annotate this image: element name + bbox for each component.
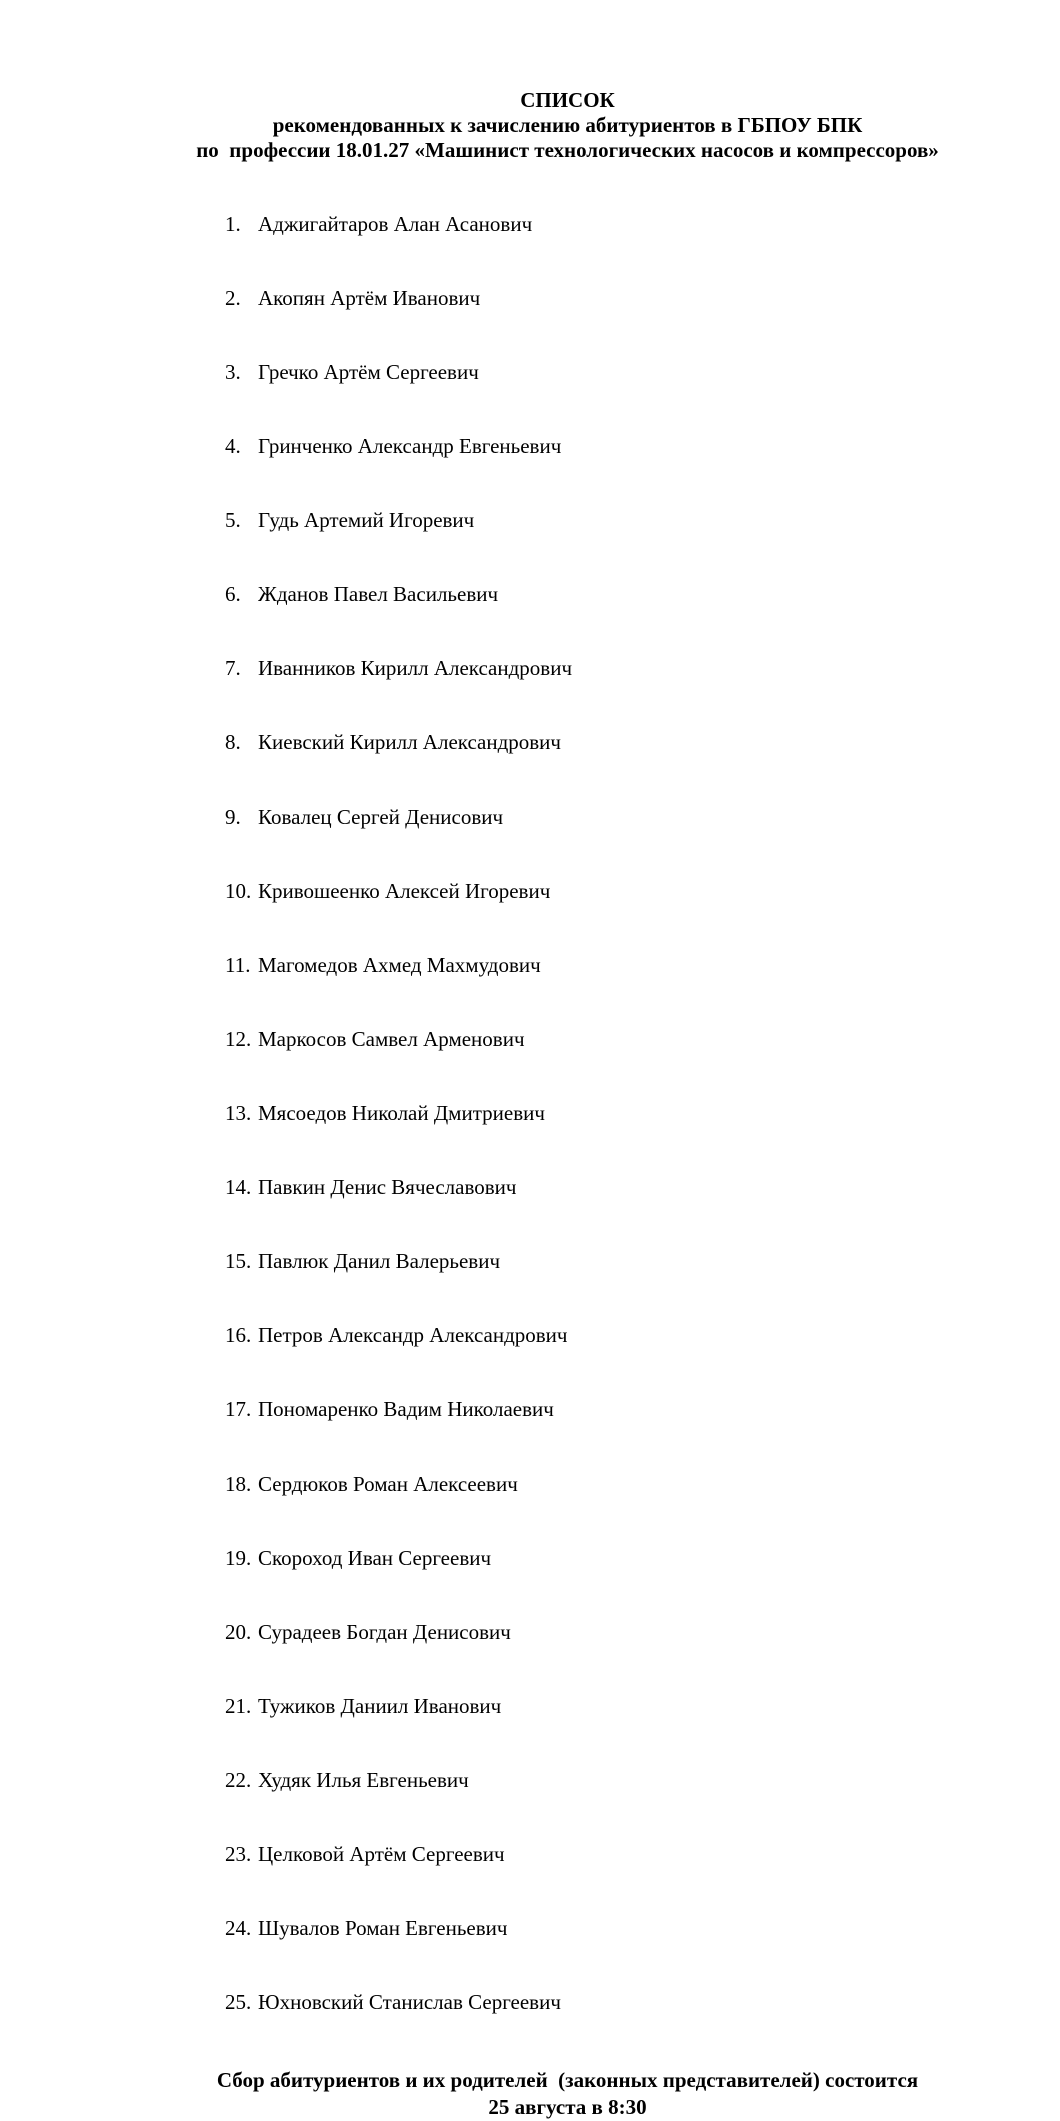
list-item-name: Гудь Артемий Игоревич [258, 508, 475, 533]
list-item-name: Худяк Илья Евгеньевич [258, 1768, 469, 1792]
list-item-name: Петров Александр Александрович [258, 1323, 568, 1348]
document-subtitle-line1: рекомендованных к зачислению абитуриентов в ГБПОУ БПК [272, 113, 863, 137]
list-item [183, 780, 984, 854]
list-item-name: Скороход Иван Сергеевич [258, 1545, 492, 1570]
list-item-number: 1. [225, 211, 241, 236]
list-item-number: 22. [225, 1768, 252, 1792]
list-item-name: Аджигайтаров Алан Асанович [258, 211, 533, 236]
list-item-name: Жданов Павел Васильевич [258, 582, 499, 607]
list-item-number: 5. [225, 508, 241, 533]
list-item-number: 15. [225, 1249, 252, 1274]
list-item [183, 928, 984, 1002]
list-item [183, 1076, 984, 1150]
list-item-name: Киевский Кирилл Александрович [258, 730, 561, 755]
list-item [183, 854, 984, 928]
document-header [151, 88, 984, 163]
list-item [183, 1817, 984, 1891]
list-item-name: Мясоедов Николай Дмитриевич [258, 1101, 545, 1126]
list-item [183, 1521, 984, 1595]
list-item [183, 1225, 984, 1299]
list-item-number: 18. [225, 1471, 252, 1496]
list-item-number: 4. [225, 434, 241, 459]
list-item-number: 11. [225, 952, 251, 977]
list-item-name: Гречко Артём Сергеевич [258, 359, 479, 384]
list-item-number: 23. [225, 1842, 252, 1867]
list-item-name: Шувалов Роман Евгеньевич [258, 1916, 508, 1941]
applicant-list [151, 187, 984, 2040]
list-item-name: Акопян Артём Иванович [258, 285, 481, 310]
list-item [183, 1299, 984, 1373]
list-item-number: 13. [225, 1101, 252, 1126]
list-item-number: 7. [225, 656, 241, 681]
list-item-name: Целковой Артём Сергеевич [258, 1842, 505, 1867]
list-item-name: Юхновский Станислав Сергеевич [258, 1990, 561, 2015]
list-item [183, 1373, 984, 1447]
list-item [183, 1150, 984, 1224]
list-item [183, 261, 984, 335]
list-item-name: Сурадеев Богдан Денисович [258, 1619, 511, 1644]
list-item-number: 6. [225, 582, 241, 607]
list-item-number: 20. [225, 1619, 252, 1644]
meeting-notice-line1: Сбор абитуриентов и их родителей (законных представителей) состоится [216, 2067, 919, 2092]
list-item-name: Гринченко Александр Евгеньевич [258, 434, 562, 459]
list-item-name: Павкин Денис Вячеславович [258, 1175, 517, 1200]
list-item [183, 1966, 984, 2040]
list-item-number: 12. [225, 1026, 252, 1051]
list-item-number: 25. [225, 1990, 252, 2015]
list-item [183, 1669, 984, 1743]
list-item [183, 1002, 984, 1076]
document-content [151, 0, 984, 2121]
list-item [183, 187, 984, 261]
list-item-name: Пономаренко Вадим Николаевич [258, 1397, 554, 1422]
list-item-number: 19. [225, 1545, 252, 1570]
list-item-number: 21. [225, 1693, 252, 1718]
document-title: СПИСОК [520, 88, 615, 112]
list-item [183, 1595, 984, 1669]
list-item-number: 16. [225, 1323, 252, 1348]
list-item-number: 17. [225, 1397, 252, 1422]
list-item [183, 706, 984, 780]
list-item-name: Ковалец Сергей Денисович [258, 804, 504, 829]
list-item-number: 2. [225, 285, 241, 310]
meeting-notice-line2: 25 августа в 8:30 [488, 2094, 647, 2119]
meeting-notice [151, 2067, 984, 2121]
list-item-number: 8. [225, 730, 241, 755]
list-item-name: Иванников Кирилл Александрович [258, 656, 573, 681]
list-item [183, 1743, 984, 1817]
list-item-number: 9. [225, 804, 241, 829]
list-item-name: Маркосов Самвел Арменович [258, 1026, 525, 1051]
list-item [183, 483, 984, 557]
list-item-number: 10. [225, 878, 252, 903]
list-item [183, 1447, 984, 1521]
list-item-name: Кривошеенко Алексей Игоревич [258, 878, 551, 903]
list-item-name: Тужиков Даниил Иванович [258, 1693, 502, 1718]
list-item [183, 335, 984, 409]
list-item [183, 1892, 984, 1966]
list-item [183, 558, 984, 632]
list-item-name: Павлюк Данил Валерьевич [258, 1249, 501, 1274]
document-subtitle-line2: по профессии 18.01.27 «Машинист технологических насосов и компрессоров» [196, 138, 939, 162]
list-item-name: Магомедов Ахмед Махмудович [258, 952, 541, 977]
list-item-number: 3. [225, 359, 241, 384]
list-item [183, 632, 984, 706]
list-item-number: 24. [225, 1916, 252, 1941]
list-item [183, 409, 984, 483]
list-item-name: Сердюков Роман Алексеевич [258, 1471, 518, 1496]
list-item-number: 14. [225, 1175, 252, 1200]
